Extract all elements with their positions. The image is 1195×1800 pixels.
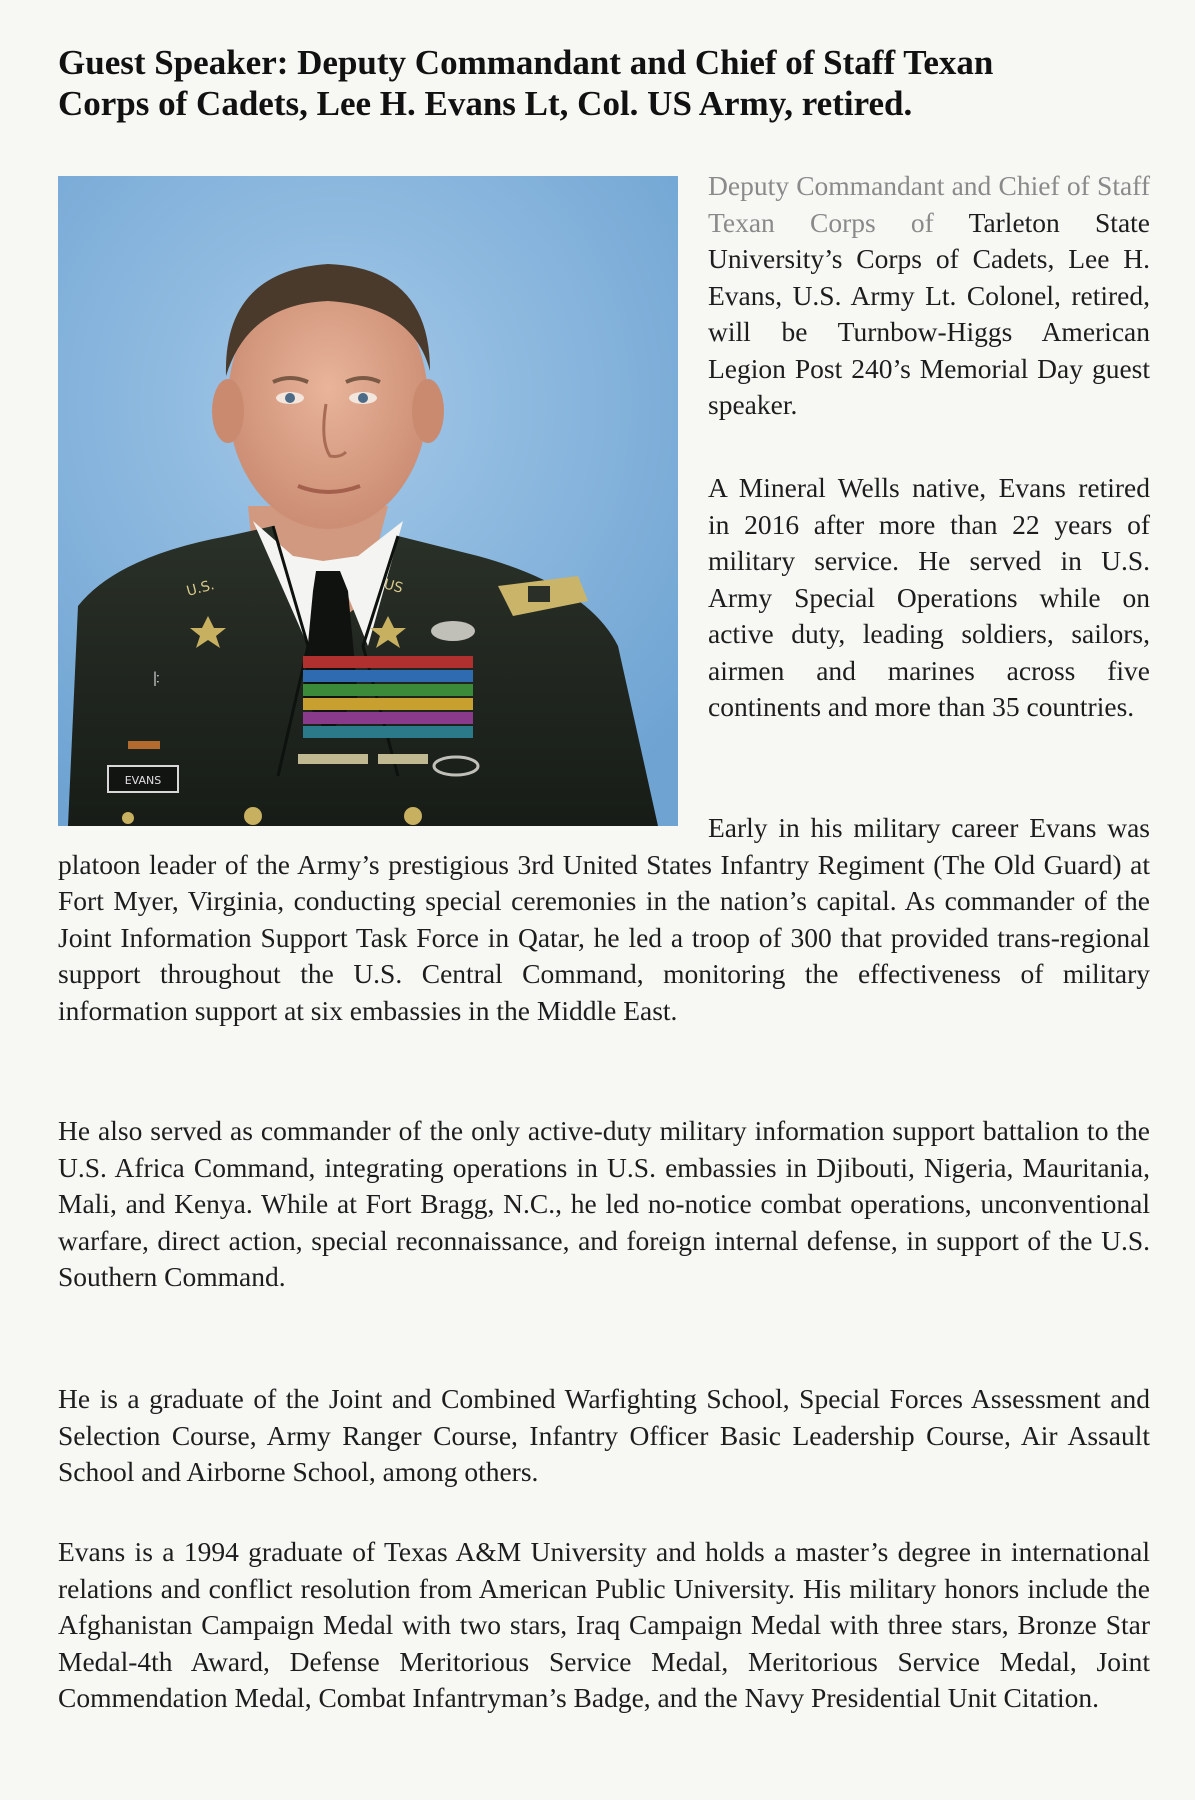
paragraph-education: He is a graduate of the Joint and Combined Warfighting School, Special Forces Assessment and Selection Course, Army Ranger Course, Infantry Officer Basic Leadership Course, Air Assault School and Airborne School, among others. [58, 1383, 1150, 1487]
nameplate-text: EVANS [124, 774, 162, 787]
title-line-2: Corps of Cadets, Lee H. Evans Lt, Col. US Army, retired. [58, 84, 913, 123]
paragraph-early-career: Early in his military career Evans was platoon leader of the Army’s prestigious 3rd United States Infantry Regiment (The Old Guard) at Fort Myer, Virginia, conducting special ceremonies in the nation’s capital. As commander of the Joint Information Support Task Force in Qatar, he led a troop of 300 that provided trans-regional support throughout the U.S. Central Command, monitoring the effectiveness of military information support at six embassies in the Middle East. [58, 812, 1150, 1026]
page-title [58, 42, 1138, 124]
speaker-portrait-photo [58, 176, 678, 826]
svg-text:US: US [381, 576, 405, 597]
title-line-1: Guest Speaker: Deputy Commandant and Chief of Staff Texan [58, 43, 994, 82]
svg-text:U.S.: U.S. [184, 577, 217, 600]
paragraph-intro [708, 168, 1150, 424]
intro-text: Tarleton State University’s Corps of Cadets, Lee H. Evans, U.S. Army Lt. Colonel, retired, will be Turnbow-Higgs American Legion Post 240’s Memorial Day guest speaker. [708, 206, 1150, 420]
svg-text:ꖎ: ꖎ [153, 667, 161, 691]
paragraph-native: A Mineral Wells native, Evans retired in 2016 after more than 22 years of military service. He served in U.S. Army Special Operations while on active duty, leading soldiers, sailors, airmen and marines across five continents and more than 35 countries. [708, 472, 1150, 722]
paragraph-honors: Evans is a 1994 graduate of Texas A&M University and holds a master’s degree in international relations and conflict resolution from American Public University. His military honors include the Afghanistan Campaign Medal with two stars, Iraq Campaign Medal with three stars, Bronze Star Medal-4th Award, Defense Meritorious Service Medal, Meritorious Service Medal, Joint Commendation Medal, Combat Infantryman’s Badge, and the Navy Presidential Unit Citation. [58, 1536, 1150, 1713]
intro-gray-text: Deputy Commandant and Chief of Staff Texan Corps of [708, 170, 1150, 238]
paragraph-africa-command: He also served as commander of the only active-duty military information support battalion to the U.S. Africa Command, integrating operations in U.S. embassies in Djibouti, Nigeria, Mauritania, Mali, and Kenya. While at Fort Bragg, N.C., he led no-notice combat operations, unconventional warfare, direct action, special reconnaissance, and foreign internal defense, in support of the U.S. Southern Command. [58, 1115, 1150, 1292]
